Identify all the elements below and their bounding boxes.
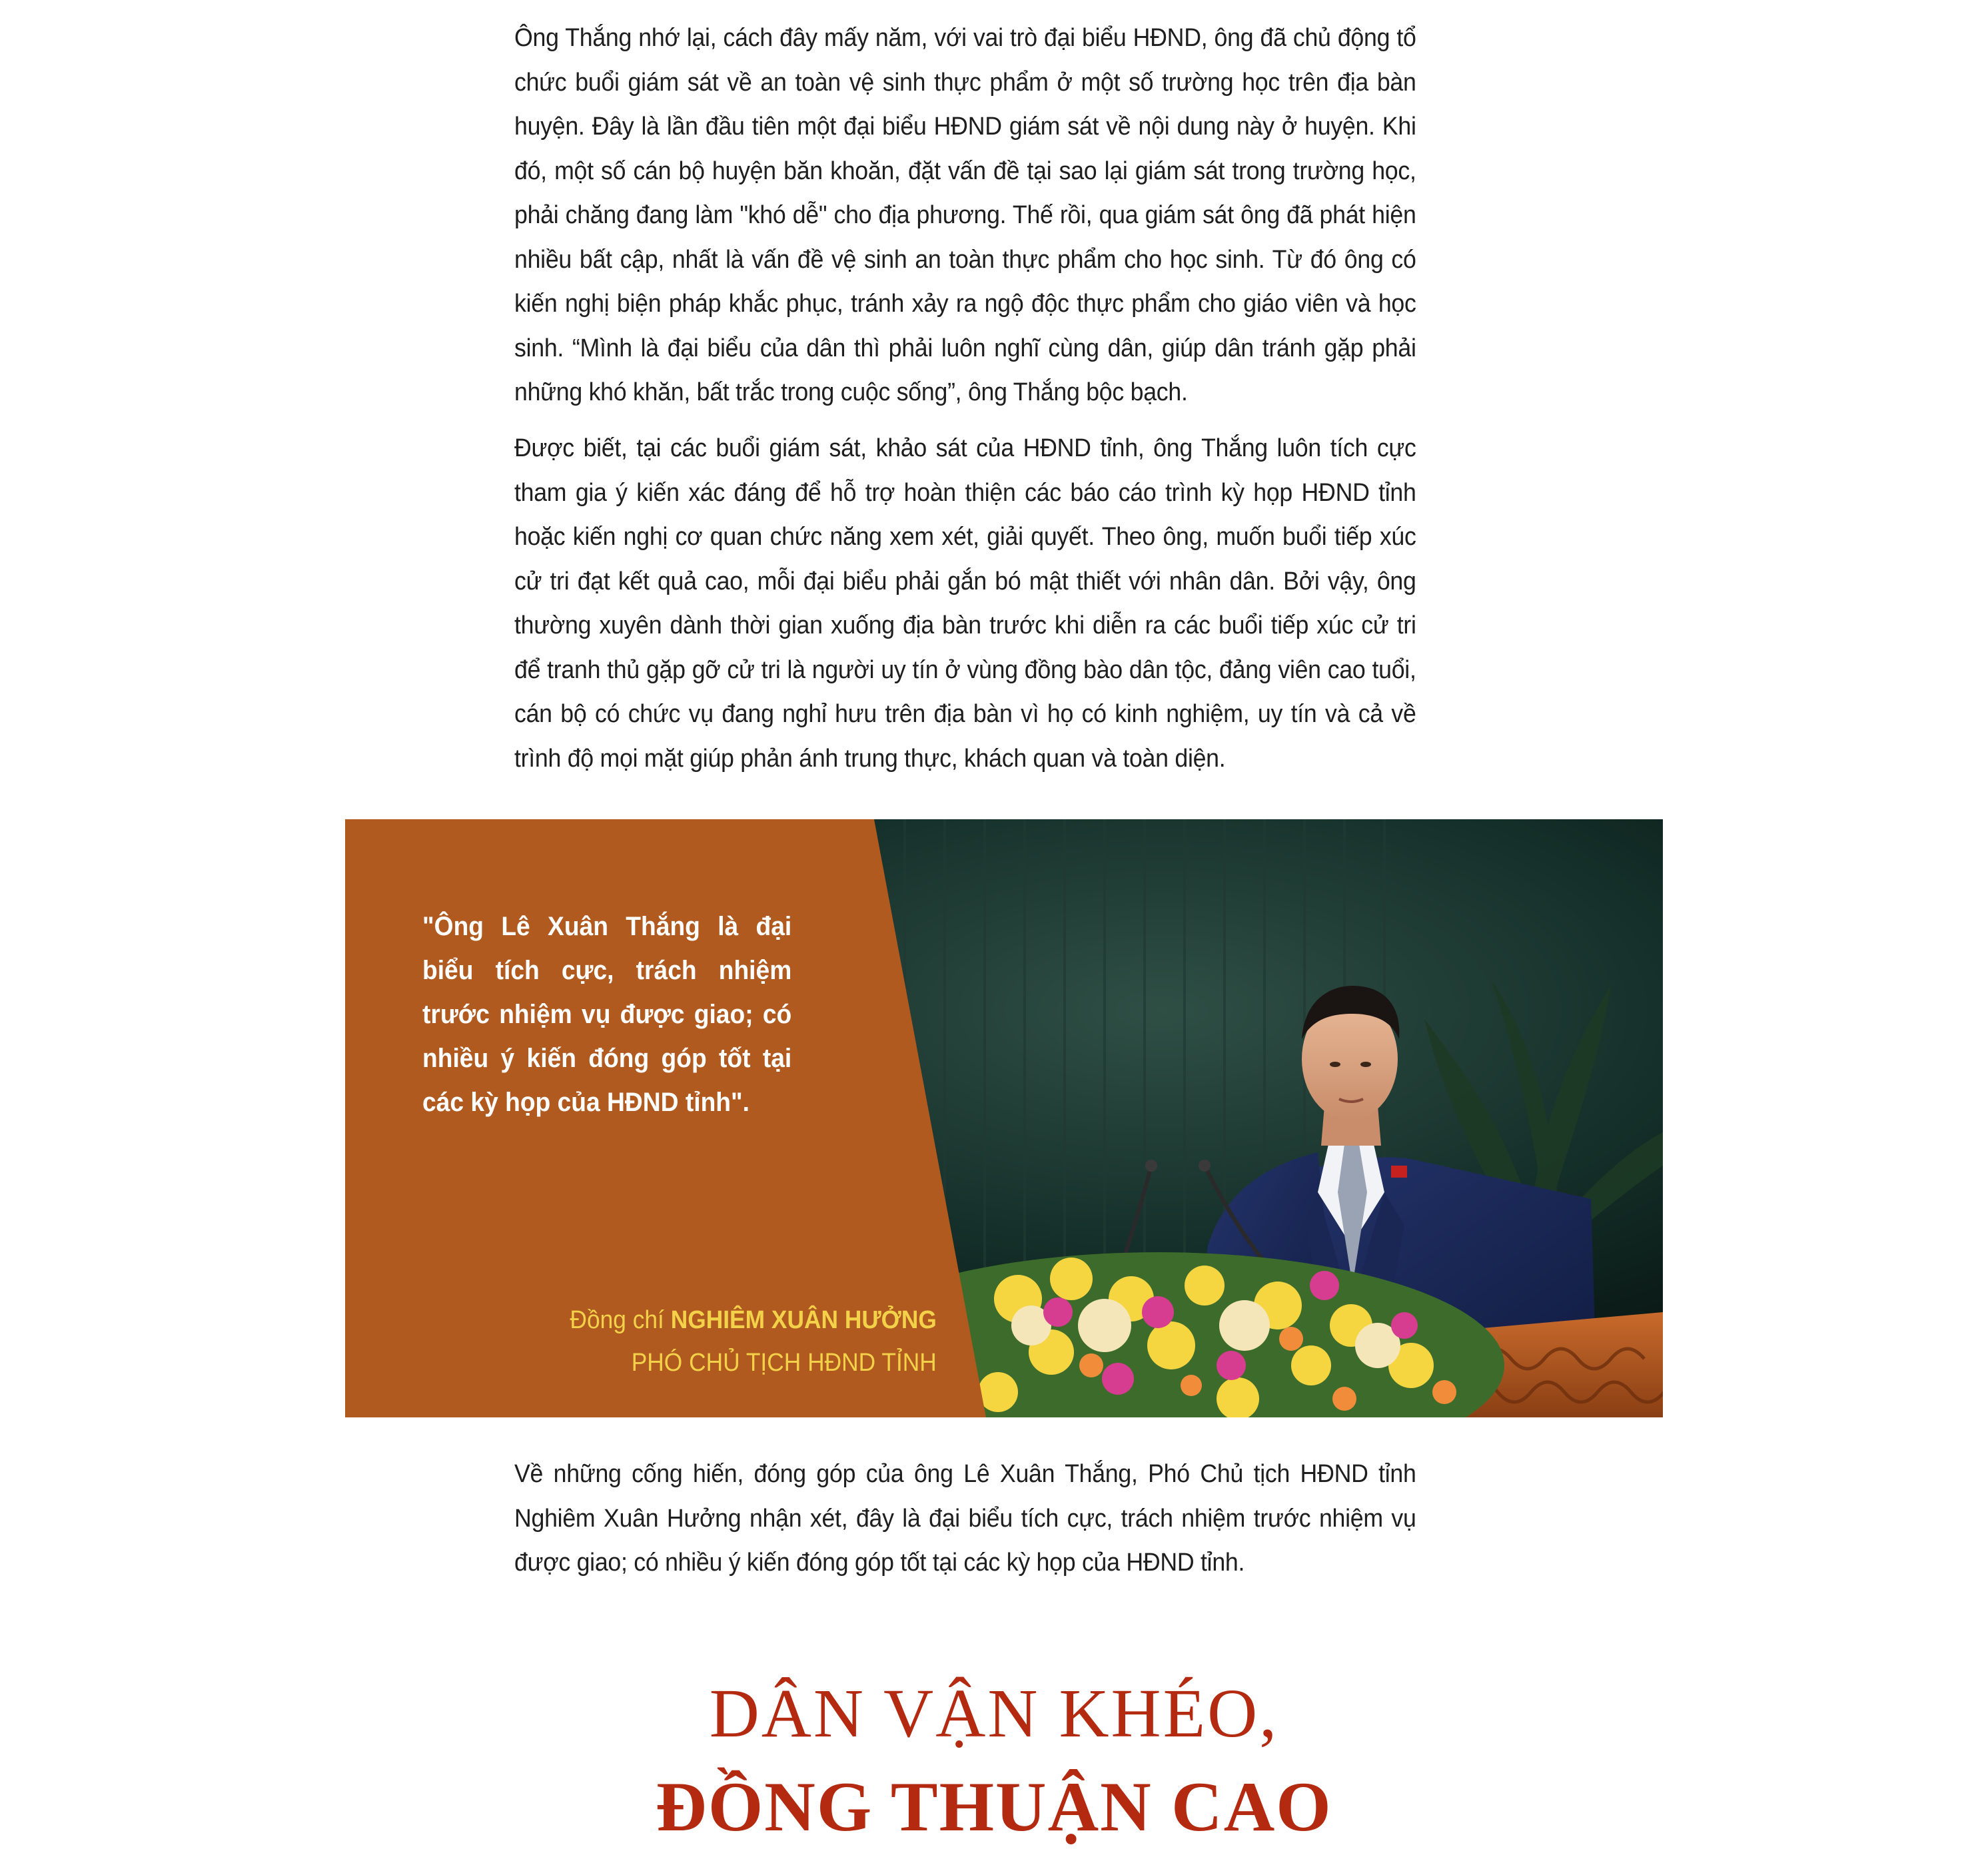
section-heading-line-1: DÂN VẬN KHÉO,	[709, 1675, 1279, 1752]
attribution-name-line	[570, 1299, 937, 1341]
article-paragraph-2	[514, 426, 1416, 781]
quote-attribution	[570, 1299, 937, 1384]
attribution-prefix: Đồng chí	[570, 1306, 671, 1334]
paragraph-text: Về những cống hiến, đóng góp của ông Lê Xuân Thắng, Phó Chủ tịch HĐND tỉnh Nghiêm Xuân Hưởng nhận xét, đây là đại biểu tích cực, trách nhiệm trước nhiệm vụ được giao; có nhiều ý kiến đóng góp tốt tại các kỳ họp của HĐND tỉnh.	[514, 1460, 1416, 1577]
article-paragraph-1	[514, 16, 1416, 415]
pull-quote: "Ông Lê Xuân Thắng là đại biểu tích cực, trách nhiệm trước nhiệm vụ được giao; có nhiều ý kiến đóng góp tốt tại các kỳ họp của HĐND tỉnh".	[422, 912, 792, 1117]
attribution-title: PHÓ CHỦ TỊCH HĐND TỈNH	[631, 1349, 937, 1377]
section-heading-line-2: ĐỒNG THUẬN CAO	[656, 1768, 1332, 1846]
paragraph-text: Ông Thắng nhớ lại, cách đây mấy năm, với vai trò đại biểu HĐND, ông đã chủ động tổ chức buổi giám sát về an toàn vệ sinh thực phẩm ở một số trường học trên địa bàn huyện. Đây là lần đầu tiên một đại biểu HĐND giám sát về nội dung này ở huyện. Khi đó, một số cán bộ huyện băn khoăn, đặt vấn đề tại sao lại giám sát trong trường học, phải chăng đang làm "khó dễ" cho địa phương. Thế rồi, qua giám sát ông đã phát hiện nhiều bất cập, nhất là vấn đề vệ sinh an toàn thực phẩm cho học sinh. Từ đó ông có kiến nghị biện pháp khắc phục, tránh xảy ra ngộ độc thực phẩm cho giáo viên và học sinh. “Mình là đại biểu của dân thì phải luôn nghĩ cùng dân, giúp dân tránh gặp phải những khó khăn, bất trắc trong cuộc sống”, ông Thắng bộc bạch.	[514, 24, 1416, 406]
feature-quote-block	[345, 819, 1663, 1417]
attribution-name: NGHIÊM XUÂN HƯỞNG	[670, 1306, 937, 1334]
article-paragraph-3	[514, 1452, 1416, 1585]
paragraph-text: Được biết, tại các buổi giám sát, khảo sát của HĐND tỉnh, ông Thắng luôn tích cực tham gia ý kiến xác đáng để hỗ trợ hoàn thiện các báo cáo trình kỳ họp HĐND tỉnh hoặc kiến nghị cơ quan chức năng xem xét, giải quyết. Theo ông, muốn buổi tiếp xúc cử tri đạt kết quả cao, mỗi đại biểu phải gắn bó mật thiết với nhân dân. Bởi vậy, ông thường xuyên dành thời gian xuống địa bàn trước khi diễn ra các buổi tiếp xúc cử tri để tranh thủ gặp gỡ cử tri là người uy tín ở vùng đồng bào dân tộc, đảng viên cao tuổi, cán bộ có chức vụ đang nghỉ hưu trên địa bàn vì họ có kinh nghiệm, uy tín và cả về trình độ mọi mặt giúp phản ánh trung thực, khách quan và toàn diện.	[514, 434, 1416, 773]
